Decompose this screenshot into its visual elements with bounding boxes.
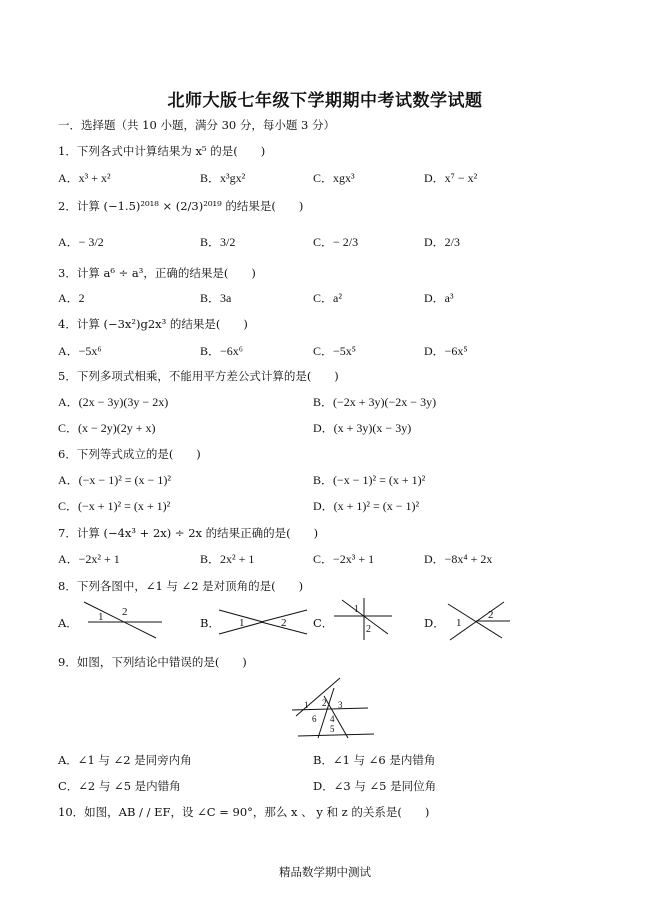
q9-option-c[interactable]: C．∠2 与 ∠5 是内错角 — [58, 779, 181, 793]
q3-option-d[interactable]: D．a³ — [424, 291, 454, 305]
q9-label-5: 5 — [330, 724, 335, 734]
question-1-stem: 1．下列各式中计算结果为 x⁵ 的是( ) — [58, 144, 266, 158]
q8-option-d[interactable]: D． — [424, 616, 445, 630]
q8d-label-2: 2 — [488, 609, 494, 621]
q9-figure — [288, 676, 378, 742]
q9-line-2 — [298, 734, 374, 736]
q8a-line-1 — [84, 602, 156, 638]
q7-option-c[interactable]: C．−2x³ + 1 — [313, 552, 375, 566]
q5-option-b[interactable]: B．(−2x + 3y)(−2x − 3y) — [313, 395, 437, 409]
q5-option-d[interactable]: D．(x + 3y)(x − 3y) — [313, 421, 412, 435]
q2-option-a[interactable]: A．− 3/2 — [58, 235, 104, 249]
q4-option-d[interactable]: D．−6x⁵ — [424, 344, 468, 358]
page-title: 北师大版七年级下学期期中考试数学试题 — [167, 91, 483, 111]
page-footer: 精品数学期中测试 — [279, 865, 371, 879]
q7-option-a[interactable]: A．−2x² + 1 — [58, 552, 120, 566]
q9-label-6: 6 — [312, 714, 317, 724]
q8-option-b[interactable]: B． — [200, 616, 220, 630]
q5-option-a[interactable]: A．(2x − 3y)(3y − 2x) — [58, 395, 169, 409]
q1-option-d[interactable]: D．x⁷ − x² — [424, 171, 478, 185]
question-10-stem: 10．如图，AB / / EF，设 ∠C = 90°，那么 x 、 y 和 z 的关系是( ) — [58, 805, 430, 819]
question-2-stem: 2．计算 (−1.5)²⁰¹⁸ × (2/3)²⁰¹⁹ 的结果是( ) — [58, 199, 304, 213]
q8c-line-2 — [342, 600, 388, 634]
section-heading: 一．选择题（共 10 小题，满分 30 分，每小题 3 分） — [58, 118, 336, 132]
question-7-stem: 7．计算 (−4x³ + 2x) ÷ 2x 的结果正确的是( ) — [58, 526, 319, 540]
q8b-label-1: 1 — [239, 617, 245, 629]
q9-line-3 — [296, 678, 340, 716]
q1-option-a[interactable]: A．x³ + x² — [58, 171, 111, 185]
q8-figure-d — [442, 598, 514, 644]
q1-option-c[interactable]: C．xgx³ — [313, 171, 355, 185]
q2-option-c[interactable]: C．− 2/3 — [313, 235, 359, 249]
q2-option-b[interactable]: B．3/2 — [200, 235, 236, 249]
q5-option-c[interactable]: C．(x − 2y)(2y + x) — [58, 421, 156, 435]
q9-label-2: 2 — [322, 698, 327, 708]
q3-option-c[interactable]: C．a² — [313, 291, 342, 305]
question-5-stem: 5．下列多项式相乘，不能用平方差公式计算的是( ) — [58, 369, 339, 383]
q8a-label-1: 1 — [98, 611, 104, 623]
q8d-label-1: 1 — [456, 617, 462, 629]
q8a-label-2: 2 — [122, 606, 128, 618]
question-3-stem: 3．计算 a⁶ ÷ a³，正确的结果是( ) — [58, 266, 256, 280]
q8-option-a[interactable]: A． — [58, 616, 78, 630]
question-4-stem: 4．计算 (−3x²)g2x³ 的结果是( ) — [58, 317, 248, 331]
q2-option-d[interactable]: D．2/3 — [424, 235, 461, 249]
q6-option-d[interactable]: D．(x + 1)² = (x − 1)² — [313, 499, 420, 513]
q4-option-b[interactable]: B．−6x⁶ — [200, 344, 243, 358]
q3-option-a[interactable]: A．2 — [58, 291, 85, 305]
q9-line-5 — [324, 696, 348, 738]
q8b-label-2: 2 — [281, 617, 287, 629]
q9-label-4: 4 — [330, 714, 335, 724]
q6-option-a[interactable]: A．(−x − 1)² = (x − 1)² — [58, 473, 171, 487]
question-6-stem: 6．下列等式成立的是( ) — [58, 447, 201, 461]
q4-option-c[interactable]: C．−5x⁵ — [313, 344, 356, 358]
q8-option-c[interactable]: C． — [313, 616, 334, 630]
q8c-label-2: 2 — [366, 624, 371, 635]
q7-option-d[interactable]: D．−8x⁴ + 2x — [424, 552, 493, 566]
q8-figure-c — [330, 596, 400, 642]
q6-option-b[interactable]: B．(−x − 1)² = (x + 1)² — [313, 473, 426, 487]
q1-option-b[interactable]: B．x³gx² — [200, 171, 246, 185]
q8-figure-a — [76, 596, 166, 646]
q7-option-b[interactable]: B．2x² + 1 — [200, 552, 255, 566]
q9-label-3: 3 — [338, 700, 343, 710]
q3-option-b[interactable]: B．3a — [200, 291, 232, 305]
q8c-label-1: 1 — [354, 604, 359, 615]
q9-option-b[interactable]: B．∠1 与 ∠6 是内错角 — [313, 753, 436, 767]
q9-option-a[interactable]: A．∠1 与 ∠2 是同旁内角 — [58, 753, 192, 767]
question-8-stem: 8．下列各图中，∠1 与 ∠2 是对顶角的是( ) — [58, 579, 304, 593]
q8-figure-b — [215, 604, 311, 638]
q4-option-a[interactable]: A．−5x⁶ — [58, 344, 102, 358]
q6-option-c[interactable]: C．(−x + 1)² = (x + 1)² — [58, 499, 171, 513]
q9-option-d[interactable]: D．∠3 与 ∠5 是同位角 — [313, 779, 437, 793]
q9-label-1: 1 — [304, 700, 309, 710]
question-9-stem: 9．如图，下列结论中错误的是( ) — [58, 655, 247, 669]
